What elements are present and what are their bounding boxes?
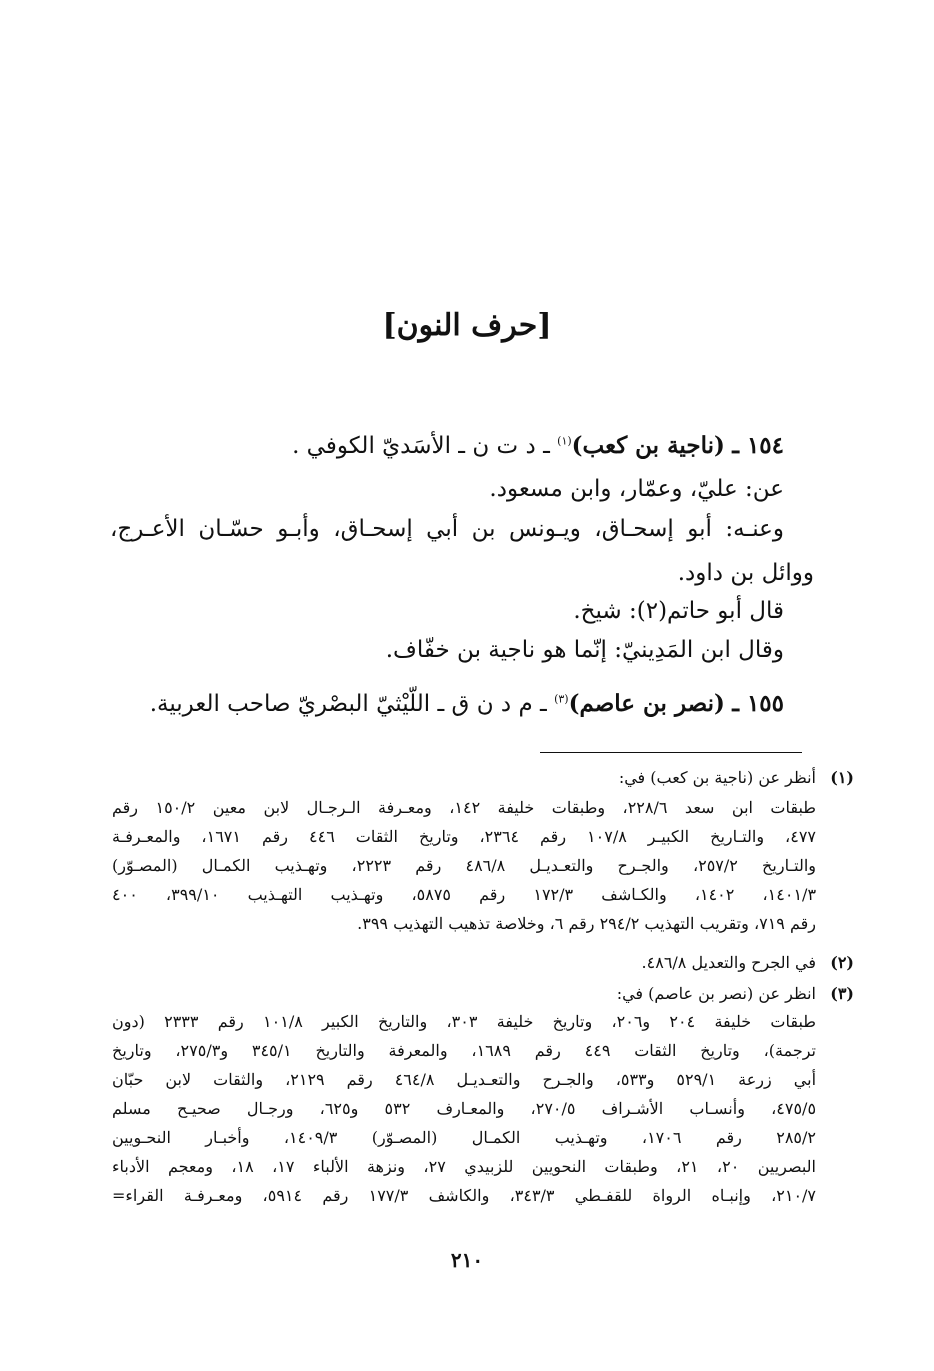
footnote-line: ٢٨٥/٢ رقم ١٧٠٦، وتهـذيب الكمـال (المصـوّر) ١٤٠٩/٣، وأخبـار النحـويين bbox=[112, 1128, 816, 1147]
footnote-line: أنظر عن (ناجية بن كعب) في: bbox=[618, 768, 816, 787]
entry-name: (نصر بن عاصم) bbox=[568, 690, 725, 717]
footnote-number: (٣) bbox=[830, 984, 854, 1003]
page-number: ٢١٠ bbox=[450, 1248, 484, 1272]
entry-text: ـ م د ن ق ـ اللّيْثيّ البصْريّ صاحب العربية. bbox=[149, 691, 547, 717]
footnote-line: ٤٧٥/٥، وأنسـاب الأشـراف ٢٧٠/٥، والمعـارف ٥٣٢ و٦٢٥، ورجـال صحيـح مسلم bbox=[112, 1099, 817, 1118]
footnote-line: أبي زرعة ٥٢٩/١ و٥٣٣، والجـرح والتعـديـل ٤٦٤/٨ رقم ٢١٢٩، والثقات لابن حبّان bbox=[112, 1070, 817, 1089]
footnote-line: طبقات خليفة ٢٠٤ و٢٠٦، وتاريخ خليفة ٣٠٣، والتاريخ الكبير ١٠١/٨ رقم ٢٣٣٣ (دون bbox=[112, 1012, 817, 1031]
footnote-line: ٢١٠/٧، وإنبـاه الرواة للقفـطي ٣٤٣/٣، والكاشف ١٧٧/٣ رقم ٥٩١٤، ومعـرفـة القراء= bbox=[112, 1186, 817, 1205]
entry-name: (ناجية بن كعب) bbox=[571, 432, 725, 459]
entry-line bbox=[110, 598, 784, 624]
footnote-line: رقم ٧١٩، وتقريب التهذيب ٢٩٤/٢ رقم ٦، وخلاصة تذهيب التهذيب ٣٩٩. bbox=[357, 914, 816, 933]
footnote-line: ترجمة)، وتاريخ الثقات ٤٤٩ رقم ١٦٨٩، والمعرفة والتاريخ ٣٤٥/١ و٢٧٥/٣، وتاريخ bbox=[112, 1041, 817, 1060]
entry-line: وقال ابن المَدِينيّ: إنّما هو ناجية بن خفّاف. bbox=[385, 637, 784, 663]
footnote-line: ٤٧٧، والتـاريخ الكبيـر ١٠٧/٨ رقم ٢٣٦٤، وتاريخ الثقات ٤٤٦ رقم ١٦٧١، والمعـرفـة bbox=[112, 827, 816, 846]
entry-text: ـ د ت ن ـ الأسَديّ الكوفي . bbox=[292, 433, 550, 459]
footnote-number: (١) bbox=[830, 768, 854, 787]
footnote-number: (٢) bbox=[830, 953, 854, 972]
footnote-ref[interactable]: (١) bbox=[557, 434, 572, 448]
entry-number: ١٥٤ ـ bbox=[732, 432, 784, 459]
footnote-1 bbox=[112, 768, 854, 787]
entry-line: عن: عليّ، وعمّار، وابن مسعود. bbox=[489, 476, 784, 502]
entry-line: ووائل بن داود. bbox=[677, 560, 814, 586]
entry-number: ١٥٥ ـ bbox=[732, 690, 784, 717]
footnote-line: انظر عن (نصر بن عاصم) في: bbox=[616, 984, 816, 1003]
chapter-title: [حرف النون] bbox=[382, 308, 552, 343]
footnote-line: والتـاريخ ٢٥٧/٢، والجـرح والتعـديـل ٤٨٦/٨ رقم ٢٢٢٣، وتهـذيب الكمـال (المصـوّر) bbox=[112, 856, 816, 875]
entry-155-heading bbox=[110, 690, 784, 717]
entry-154-heading bbox=[110, 432, 784, 459]
entry-line-text: قال أبو حاتم(٢): شيخ. bbox=[573, 598, 784, 624]
footnote-2 bbox=[112, 953, 854, 972]
footnote-ref[interactable]: (٣) bbox=[554, 692, 569, 706]
footnote-divider bbox=[540, 752, 802, 753]
entry-line: وعنـه: أبو إسحـاق، ويـونس بن أبي إسحـاق، وأبـو حسّـان الأعـرج، bbox=[110, 516, 784, 542]
footnote-3 bbox=[112, 984, 854, 1003]
footnote-line: طبقات ابن سعد ٢٢٨/٦، وطبقات خليفة ١٤٢، ومعـرفة الـرجـال لابن معين ١٥٠/٢ رقم bbox=[112, 798, 817, 817]
footnote-line: في الجرح والتعديل ٤٨٦/٨. bbox=[641, 953, 816, 972]
footnote-line: ١٤٠١/٣، ١٤٠٢، والكـاشف ١٧٢/٣ رقم ٥٨٧٥، وتهـذيب التهـذيب ٣٩٩/١٠، ٤٠٠ bbox=[112, 885, 817, 904]
footnote-line: البصريين ٢٠، ٢١، وطبقات النحويين للزبيدي ٢٧، ونزهة الألباء ١٧، ١٨، ومعجم الأدباء bbox=[112, 1157, 817, 1176]
